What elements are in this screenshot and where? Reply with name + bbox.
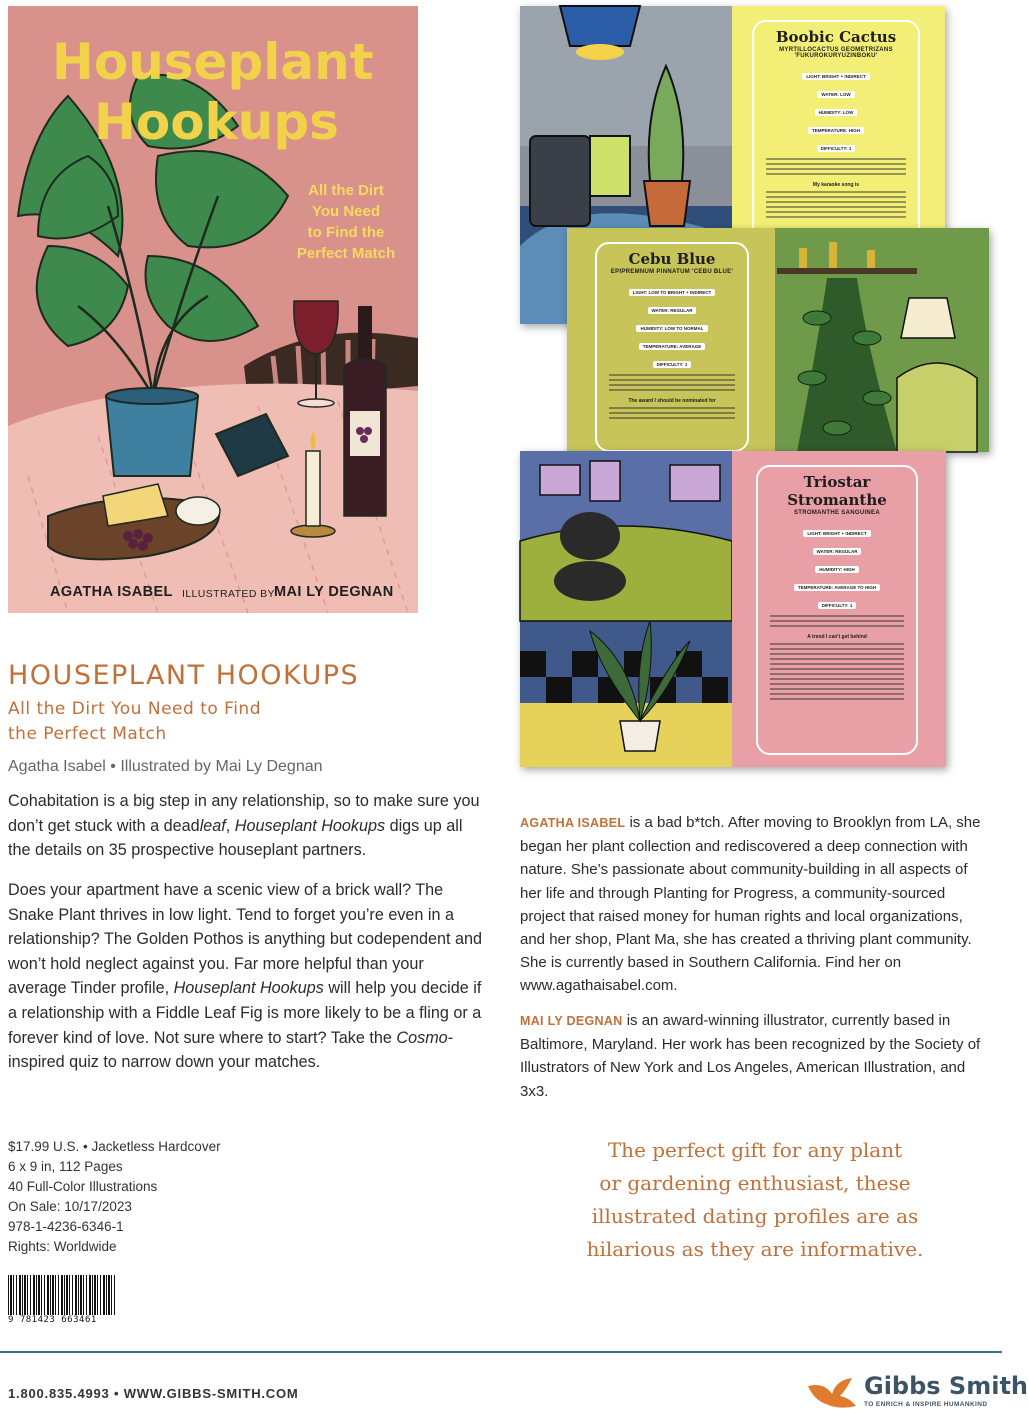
quote-line: or gardening enthusiast, these bbox=[599, 1171, 911, 1195]
cover-author: AGATHA ISABEL bbox=[50, 584, 173, 600]
byline: Agatha Isabel • Illustrated by Mai Ly Degnan bbox=[8, 758, 323, 775]
book-title-italic: Houseplant Hookups bbox=[234, 816, 386, 835]
illustrator-name: MAI LY DEGNAN bbox=[520, 1014, 623, 1028]
care-tag: HUMIDITY: LOW TO NORMAL bbox=[636, 325, 707, 332]
footer-divider bbox=[0, 1351, 1002, 1353]
book-subtitle bbox=[8, 697, 261, 747]
promo-quote bbox=[560, 1134, 950, 1266]
spec-price: $17.99 U.S. • Jacketless Hardcover bbox=[8, 1139, 221, 1154]
care-tag: LIGHT: BRIGHT + INDIRECT bbox=[802, 73, 869, 80]
spec-illustrations: 40 Full-Color Illustrations bbox=[8, 1179, 158, 1194]
profile-body-text bbox=[770, 615, 904, 627]
publisher-name: Gibbs Smith bbox=[864, 1372, 1028, 1400]
care-tag: TEMPERATURE: AVERAGE TO HIGH bbox=[794, 584, 880, 591]
care-tag: TEMPERATURE: HIGH bbox=[808, 127, 864, 134]
text-run: Does your apartment have a scenic view of a brick wall? The Snake Plant thrives in low light. Tend to forget you’re even in a relationship? The Golden Pothos is anything but codependent and won’t hold neglect against you. Far more helpful than your average Tinder profile, bbox=[8, 881, 482, 998]
illustrator-bio bbox=[520, 1009, 982, 1103]
care-tag: DIFFICULTY: 1 bbox=[818, 602, 857, 609]
text-run: , bbox=[225, 816, 235, 835]
book-subtitle-line: All the Dirt You Need to Find bbox=[8, 699, 261, 719]
spec-isbn: 978-1-4236-6346-1 bbox=[8, 1219, 124, 1234]
author-name: AGATHA ISABEL bbox=[520, 816, 626, 830]
description-paragraph-2 bbox=[8, 878, 483, 1075]
bird-icon bbox=[806, 1376, 858, 1410]
spec-on-sale: On Sale: 10/17/2023 bbox=[8, 1199, 132, 1214]
emphasis-text: Cosmo bbox=[396, 1028, 448, 1047]
profile-latin-name: MYRTILLOCACTUS GEOMETRIZANS 'FUKUROKURYUZINBOKU' bbox=[779, 47, 893, 59]
description-paragraph-1 bbox=[8, 789, 483, 863]
care-tag: DIFFICULTY: 1 bbox=[817, 145, 856, 152]
text-run: Cohabitation is a big step in any relationship, so to make sure you don’t get stuck with a dead bbox=[8, 792, 480, 835]
care-tag: LIGHT: LOW TO BRIGHT + INDIRECT bbox=[629, 289, 716, 296]
illustrator-bio-text: is an award-winning illustrator, currently based in Baltimore, Maryland. Her work has been recognized by the Society of Illustrators of New York and Los Angeles, American Illustration, and 3x3. bbox=[520, 1012, 981, 1100]
profile-care-tags bbox=[758, 522, 916, 612]
isbn-barcode bbox=[8, 1275, 116, 1329]
spec-rights: Rights: Worldwide bbox=[8, 1239, 117, 1254]
care-tag: WATER: REGULAR bbox=[813, 548, 862, 555]
cover-subtitle-line: All the Dirt bbox=[308, 182, 384, 199]
text-run: digs up all the details on 35 prospective houseplant partners. bbox=[8, 816, 463, 860]
publisher-tagline: TO ENRICH & INSPIRE HUMANKIND bbox=[864, 1401, 988, 1408]
profile-body-text bbox=[609, 374, 735, 391]
emphasis-text: leaf bbox=[199, 816, 226, 835]
author-bio bbox=[520, 811, 982, 998]
profile-heading: The award I should be nominated for bbox=[628, 398, 716, 404]
cover-illustrated-by: ILLUSTRATED BY bbox=[182, 588, 275, 600]
book-title-italic: Houseplant Hookups bbox=[173, 979, 324, 998]
barcode-bars bbox=[8, 1275, 116, 1315]
cover-subtitle bbox=[286, 180, 406, 264]
quote-line: The perfect gift for any plant bbox=[607, 1138, 903, 1162]
product-specs bbox=[8, 1137, 221, 1257]
profile-heading: My karaoke song is bbox=[812, 182, 860, 188]
cover-title-line-1: Houseplant bbox=[52, 33, 374, 91]
cover-title-line-2: Hookups bbox=[94, 93, 339, 151]
profile-body-text bbox=[609, 407, 735, 419]
profile-card bbox=[595, 242, 749, 452]
care-tag: HUMIDITY: HIGH bbox=[815, 566, 858, 573]
profile-latin-name: EPIPREMNUM PINNATUM 'CEBU BLUE' bbox=[610, 269, 734, 275]
quote-line: hilarious as they are informative. bbox=[586, 1237, 924, 1261]
text-run: will help you decide if a relationship with a Fiddle Leaf Fig is more likely to be a fling or a forever kind of love. Not sure where to start? Take the bbox=[8, 979, 482, 1047]
barcode-number: 9 781423 663461 bbox=[8, 1315, 97, 1325]
cover-title bbox=[52, 32, 374, 152]
profile-heading: A trend I can't get behind bbox=[807, 634, 867, 640]
spec-format: 6 x 9 in, 112 Pages bbox=[8, 1159, 123, 1174]
publisher-logo bbox=[806, 1372, 1028, 1412]
text-run: -inspired quiz to narrow down your matches. bbox=[8, 1028, 454, 1072]
cover-subtitle-line: to Find the bbox=[307, 224, 385, 241]
profile-body-text bbox=[770, 643, 904, 700]
care-tag: HUMIDITY: LOW bbox=[815, 109, 858, 116]
profile-card bbox=[756, 465, 918, 755]
quote-line: illustrated dating profiles are as bbox=[591, 1204, 919, 1228]
profile-body-text bbox=[766, 158, 906, 175]
profile-care-tags bbox=[597, 281, 747, 371]
author-bio-text: is a bad b*tch. After moving to Brooklyn from LA, she began her plant collection and rediscovered a deep connection with nature. She’s passionate about community-building in all aspects of her life and through Planting for Progress, a community-sourced project that raised money for human rights and local organizations, and her shop, Plant Ma, she has created a thriving plant community. She is currently based in Southern California. Find her on www.agathaisabel.com. bbox=[520, 814, 981, 995]
book-subtitle-line: the Perfect Match bbox=[8, 724, 167, 744]
care-tag: LIGHT: BRIGHT + INDIRECT bbox=[803, 530, 870, 537]
profile-plant-name: Boobic Cactus bbox=[775, 28, 897, 46]
cover-subtitle-line: You Need bbox=[311, 203, 381, 220]
profile-care-tags bbox=[754, 65, 918, 155]
book-cover bbox=[8, 6, 418, 613]
profile-latin-name: STROMANTHE SANGUINEA bbox=[793, 510, 880, 516]
cover-illustrator: MAI LY DEGNAN bbox=[274, 584, 394, 600]
interior-spread-cebu-blue bbox=[567, 228, 989, 452]
book-title: HOUSEPLANT HOOKUPS bbox=[8, 660, 360, 691]
cover-subtitle-line: Perfect Match bbox=[296, 245, 396, 262]
profile-plant-name: Triostar Stromanthe bbox=[787, 473, 887, 509]
contact-info: 1.800.835.4993 • WWW.GIBBS-SMITH.COM bbox=[8, 1386, 299, 1401]
profile-plant-name: Cebu Blue bbox=[628, 250, 716, 268]
care-tag: TEMPERATURE: AVERAGE bbox=[639, 343, 705, 350]
care-tag: WATER: LOW bbox=[817, 91, 854, 98]
care-tag: WATER: REGULAR bbox=[648, 307, 697, 314]
care-tag: DIFFICULTY: 1 bbox=[653, 361, 692, 368]
interior-spread-triostar-stromanthe bbox=[520, 451, 946, 767]
profile-body-text bbox=[766, 191, 906, 218]
